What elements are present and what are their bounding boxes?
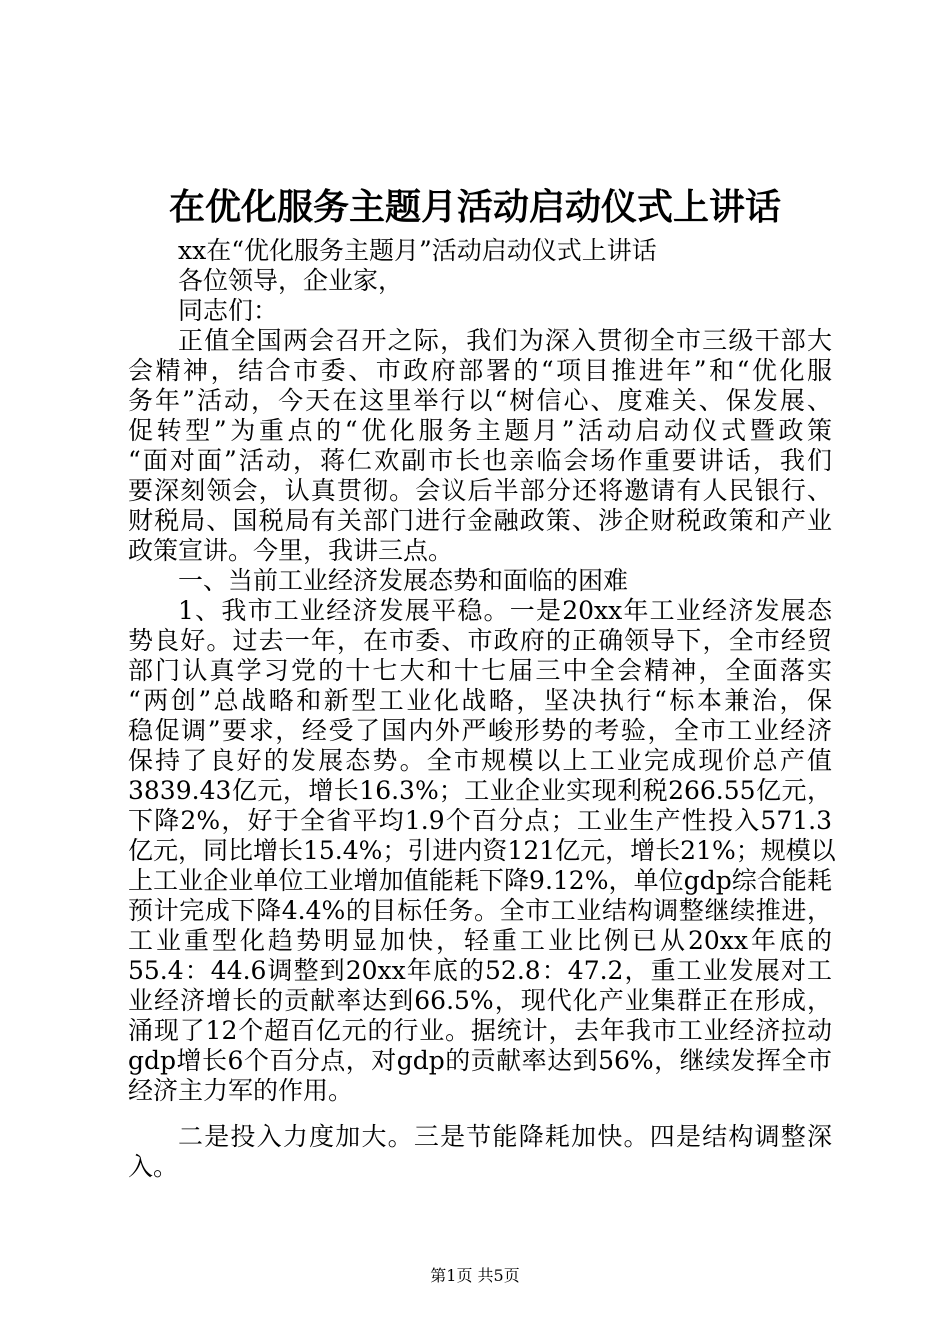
paragraph-line: 工业重型化趋势明显加快，轻重工业比例已从20xx年底的 — [128, 926, 832, 955]
paragraph-line: 3839.43亿元，增长16.3%；工业企业实现利税266.55亿元， — [128, 776, 832, 805]
paragraph-line: 上工业企业单位工业增加值能耗下降9.12%，单位gdp综合能耗 — [128, 866, 832, 895]
paragraph-line: 促转型”为重点的“优化服务主题月”活动启动仪式暨政策 — [128, 416, 832, 445]
paragraph-gap — [128, 1106, 832, 1122]
paragraph-line: 要深刻领会，认真贯彻。会议后半部分还将邀请有人民银行、 — [128, 476, 832, 505]
paragraph-line: 稳促调”要求，经受了国内外严峻形势的考验，全市工业经济 — [128, 716, 832, 745]
paragraph-line: 势良好。过去一年，在市委、市政府的正确领导下，全市经贸 — [128, 626, 832, 655]
salutation-line: 同志们： — [178, 296, 279, 325]
paragraph-line: gdp增长6个百分点，对gdp的贡献率达到56%，继续发挥全市 — [128, 1046, 832, 1075]
paragraph-line: 保持了良好的发展态势。全市规模以上工业完成现价总产值 — [128, 746, 832, 775]
paragraph-line: 下降2%，好于全省平均1.9个百分点；工业生产性投入571.3 — [128, 806, 832, 835]
document-body — [128, 236, 836, 1182]
paragraph-line: 亿元，同比增长15.4%；引进内资121亿元，增长21%；规模以 — [128, 836, 836, 865]
paragraph-line: 政策宣讲。今里，我讲三点。 — [128, 536, 454, 565]
paragraph-line: 55.4：44.6调整到20xx年底的52.8：47.2，重工业发展对工 — [128, 956, 832, 985]
paragraph-line: 正值全国两会召开之际，我们为深入贯彻全市三级干部大 — [178, 326, 832, 355]
paragraph-line: 入。 — [128, 1152, 179, 1181]
paragraph-line: 财税局、国税局有关部门进行金融政策、涉企财税政策和产业 — [128, 506, 832, 535]
paragraph-line: “面对面”活动，蒋仁欢副市长也亲临会场作重要讲话，我们 — [128, 446, 832, 475]
paragraph-line: 会精神，结合市委、市政府部署的“项目推进年”和“优化服 — [128, 356, 832, 385]
paragraph-line: 经济主力军的作用。 — [128, 1076, 354, 1105]
document-title: 在优化服务主题月活动启动仪式上讲话 — [168, 187, 781, 228]
paragraph-line: 业经济增长的贡献率达到66.5%，现代化产业集群正在形成， — [128, 986, 832, 1015]
paragraph-line: “两创”总战略和新型工业化战略，坚决执行“标本兼治，保 — [128, 686, 832, 715]
paragraph-line: 务年”活动，今天在这里举行以“树信心、度难关、保发展、 — [128, 386, 832, 415]
salutation-line: 各位领导，企业家， — [178, 266, 404, 295]
section-heading: 一、当前工业经济发展态势和面临的困难 — [178, 566, 629, 595]
paragraph-line: 预计完成下降4.4%的目标任务。全市工业结构调整继续推进， — [128, 896, 832, 925]
paragraph-line: 部门认真学习党的十七大和十七届三中全会精神，全面落实 — [128, 656, 832, 685]
paragraph-line: 涌现了12个超百亿元的行业。据统计，去年我市工业经济拉动 — [128, 1016, 832, 1045]
page-number: 第1页 共5页 — [430, 1266, 520, 1285]
paragraph-line: 1、我市工业经济发展平稳。一是20xx年工业经济发展态 — [178, 596, 832, 625]
subtitle-line: xx在“优化服务主题月”活动启动仪式上讲话 — [178, 236, 657, 265]
paragraph-line: 二是投入力度加大。三是节能降耗加快。四是结构调整深 — [178, 1122, 832, 1151]
